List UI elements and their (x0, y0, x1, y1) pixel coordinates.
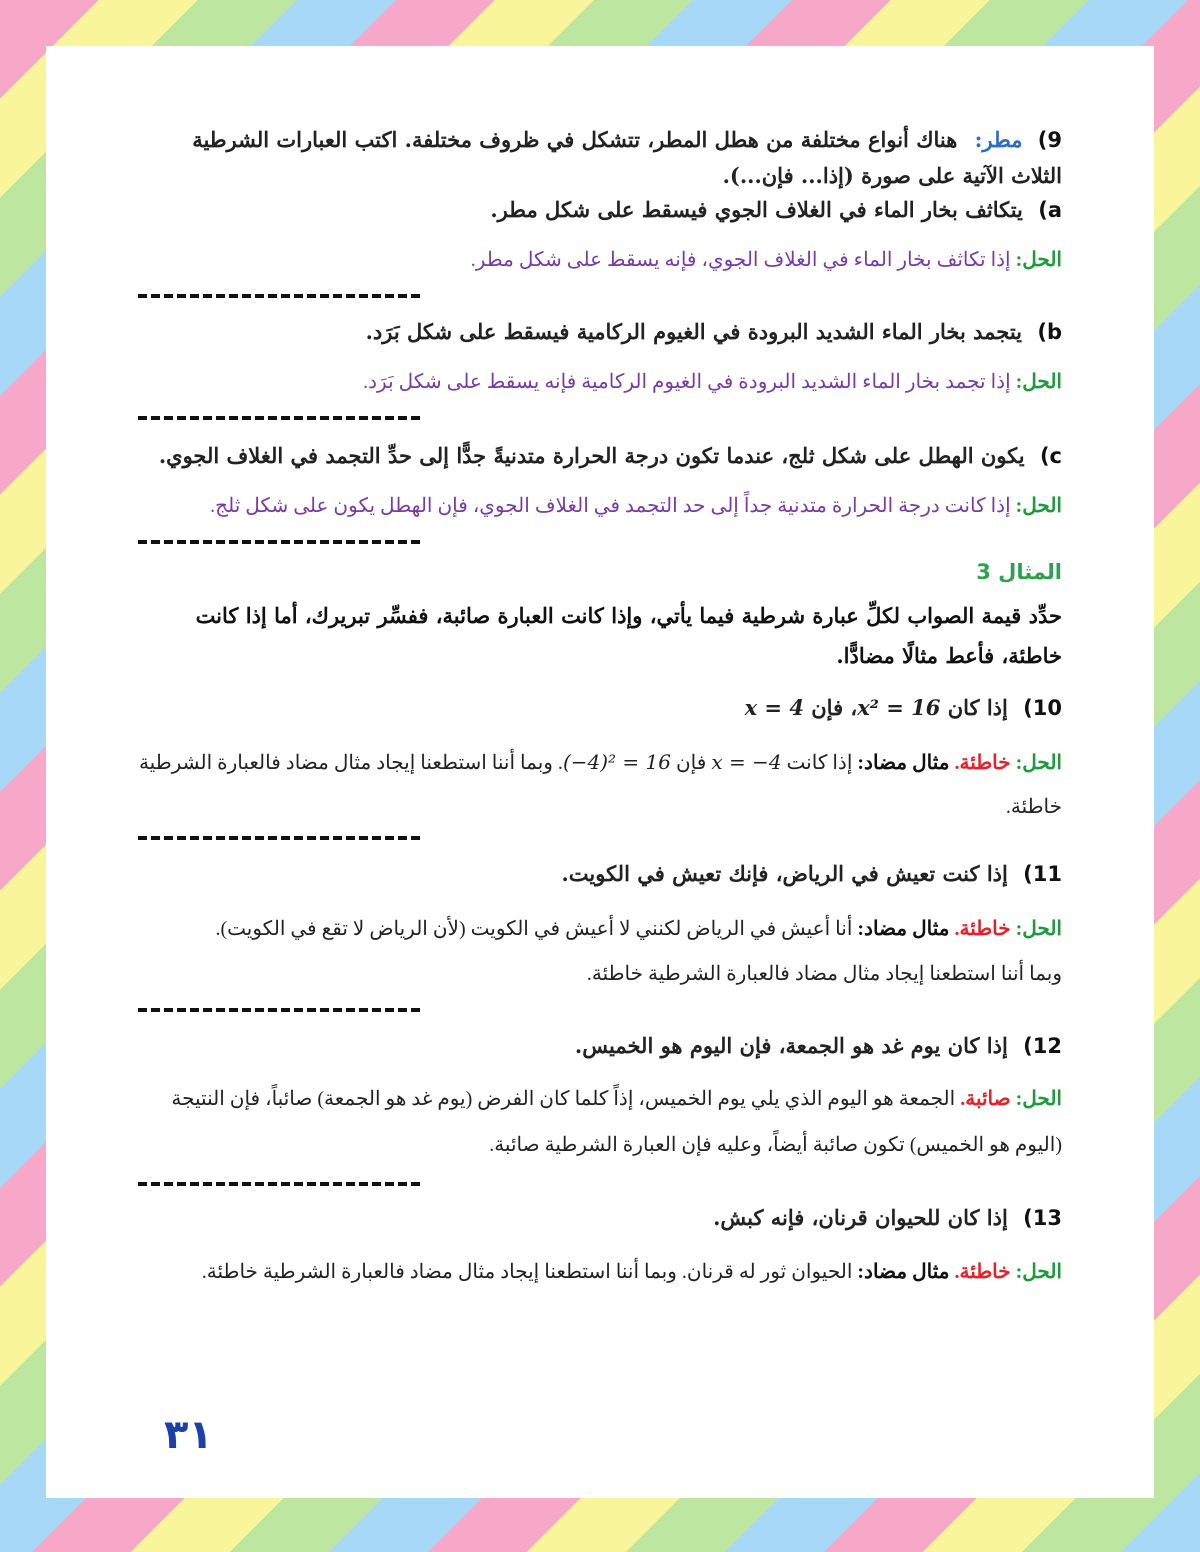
solution-10 (138, 740, 1062, 829)
solution-label: الحل: (1015, 1088, 1062, 1110)
question-text: إذا كنت تعيش في الرياض، فإنك تعيش في الكويت. (561, 861, 1008, 886)
counter-example-label: مثال مضاد: (857, 1261, 950, 1283)
question-9 (138, 122, 1062, 194)
solution-9c (138, 486, 1062, 526)
solution-text: إذا تكاثف بخار الماء في الغلاف الجوي، فإنه يسقط على شكل مطر. (470, 249, 1011, 271)
verdict-true: صائبة. (960, 1088, 1011, 1110)
solution-label: الحل: (1015, 918, 1062, 940)
part-text: يكون الهطل على شكل ثلج، عندما تكون درجة الحرارة متدنيةً جدًّا إلى حدِّ التجمد في الغلاف الجوي. (158, 443, 1025, 468)
question-text-prefix: إذا كان (947, 695, 1008, 720)
dashed-divider (138, 416, 420, 420)
question-13 (138, 1200, 1062, 1236)
question-11 (138, 856, 1062, 892)
solution-11-conclusion: وبما أننا استطعنا إيجاد مثال مضاد فالعبارة الشرطية خاطئة. (586, 963, 1062, 985)
math-expression: x = −4 (711, 750, 782, 774)
question-9b (138, 314, 1062, 350)
solution-text: إذا كانت (786, 752, 853, 774)
question-text: إذا كان يوم غد هو الجمعة، فإن اليوم هو الخميس. (574, 1033, 1008, 1058)
solution-11 (138, 906, 1062, 952)
question-number: 11) (1023, 862, 1062, 886)
solution-13 (138, 1252, 1062, 1292)
question-text: هناك أنواع مختلفة من هطل المطر، تتشكل في ظروف مختلفة. اكتب العبارات الشرطية الثلاث الآتية على صورة (إذا... فإن...). (192, 127, 1062, 188)
solution-text: . وبما أننا استطعنا إيجاد مثال مضاد فالعبارة الشرطية خاطئة. (138, 752, 1062, 818)
math-expression: (−4)² = 16 (562, 750, 671, 774)
example-title: المثال 3 (976, 560, 1062, 584)
solution-label: الحل: (1015, 752, 1062, 774)
question-9a (138, 192, 1062, 228)
part-text: يتجمد بخار الماء الشديد البرودة في الغيوم الركامية فيسقط على شكل بَرَد. (365, 319, 1023, 344)
question-12 (138, 1028, 1062, 1064)
solution-text: الحيوان ثور له قرنان. وبما أننا استطعنا إيجاد مثال مضاد فالعبارة الشرطية خاطئة. (201, 1261, 853, 1283)
solution-9a (138, 240, 1062, 280)
solution-text: فإن (675, 752, 707, 774)
question-number: 12) (1023, 1034, 1062, 1058)
verdict-false: خاطئة. (954, 752, 1011, 774)
solution-9b (138, 362, 1062, 402)
question-number: 9) (1037, 128, 1062, 152)
solution-label: الحل: (1015, 249, 1062, 271)
question-topic: مطر: (974, 127, 1023, 152)
part-label: a) (1038, 198, 1062, 222)
question-number: 13) (1023, 1206, 1062, 1230)
example-intro: حدِّد قيمة الصواب لكلِّ عبارة شرطية فيما يأتي، وإذا كانت العبارة صائبة، ففسِّر تبريرك، أما إذا كانت خاطئة، فأعط مثالًا مضادًّا. (195, 603, 1062, 668)
solution-text: الجمعة هو اليوم الذي يلي يوم الخميس، إذاً كلما كان الفرض (يوم غد هو الجمعة) صائباً، فإن النتيجة (اليوم هو الخميس) تكون صائبة أيضاً، وعليه فإن العبارة الشرطية صائبة. (171, 1088, 1062, 1156)
solution-label: الحل: (1015, 495, 1062, 517)
dashed-divider (138, 1008, 420, 1012)
part-text: يتكاثف بخار الماء في الغلاف الجوي فيسقط على شكل مطر. (490, 197, 1023, 222)
solution-text: إذا تجمد بخار الماء الشديد البرودة في الغيوم الركامية فإنه يسقط على شكل بَرَد. (363, 371, 1011, 393)
part-label: b) (1037, 320, 1062, 344)
question-text-mid: ، فإن (811, 695, 858, 720)
part-label: c) (1039, 444, 1062, 468)
question-9c (138, 438, 1062, 474)
verdict-false: خاطئة. (954, 918, 1011, 940)
verdict-false: خاطئة. (954, 1261, 1011, 1283)
solution-text: أنا أعيش في الرياض لكنني لا أعيش في الكويت (لأن الرياض لا تقع في الكويت). (215, 918, 853, 940)
worksheet-page (46, 46, 1154, 1498)
math-expression: x² = 16 (857, 695, 941, 720)
dashed-divider (138, 1182, 420, 1186)
solution-label: الحل: (1015, 1261, 1062, 1283)
dashed-divider (138, 836, 420, 840)
dashed-divider (138, 294, 420, 298)
page-number: ٣١ (164, 1412, 213, 1458)
solution-12 (138, 1076, 1062, 1168)
question-number: 10) (1023, 696, 1062, 720)
counter-example-label: مثال مضاد: (857, 918, 950, 940)
dashed-divider (138, 540, 420, 544)
solution-label: الحل: (1015, 371, 1062, 393)
question-text: إذا كان للحيوان قرنان، فإنه كبش. (713, 1205, 1008, 1230)
math-expression: x = 4 (744, 695, 804, 720)
counter-example-label: مثال مضاد: (857, 752, 950, 774)
question-10 (138, 690, 1062, 726)
solution-text: إذا كانت درجة الحرارة متدنية جداً إلى حد التجمد في الغلاف الجوي، فإن الهطل يكون على شكل ثلج. (210, 495, 1011, 517)
